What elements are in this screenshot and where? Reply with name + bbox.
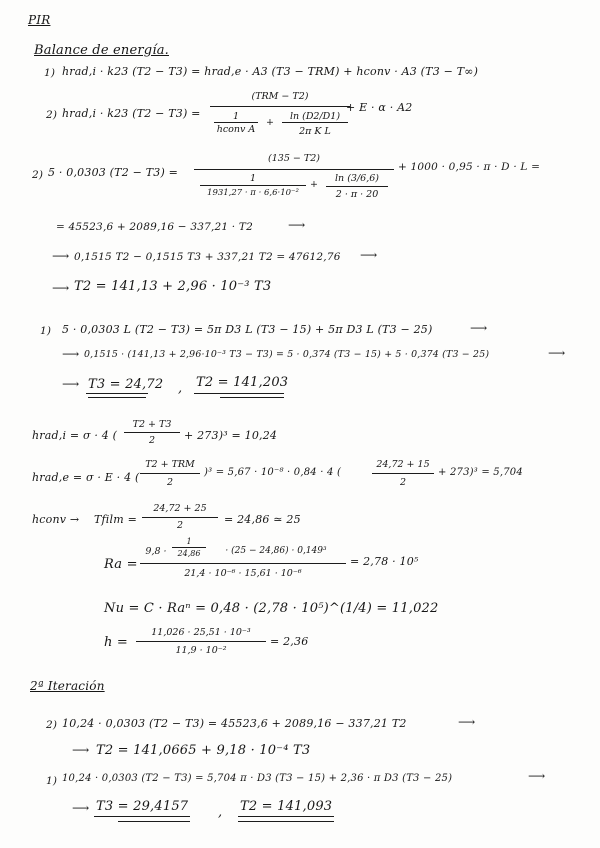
long-right-arrow-icon: ⟶	[62, 377, 80, 391]
hrade-frac2-bar	[372, 473, 434, 474]
long-right-arrow-icon: ⟶	[72, 801, 90, 815]
hconv-lhs: hconv →	[32, 513, 80, 526]
it2-eq2-label: 2)	[46, 719, 58, 731]
section-title-second-iteration: 2ª Iteración	[30, 679, 105, 693]
eq2-lhs: hrad,i · k23 (T2 − T3) =	[62, 107, 201, 120]
hradi-frac-bar	[124, 432, 180, 433]
eq4-label: 1)	[40, 325, 52, 337]
hradi-lhs: hrad,i = σ · 4 (	[32, 429, 118, 442]
long-right-arrow-icon: ⟶	[52, 249, 70, 263]
eq2-den2-num: ln (D2/D1)	[289, 111, 341, 122]
eq2-den2-bar	[282, 122, 348, 123]
tfilm-rhs: = 24,86 ≃ 25	[224, 513, 301, 526]
eq2-tail: + E · α · A2	[346, 101, 413, 114]
eq4-result-t2-underline-2	[220, 397, 284, 398]
it2-eq1-expression: 10,24 · 0,0303 (T2 − T3) = 5,704 π · D3 (T3 − 15) + 2,36 · π D3 (T3 − 25)	[62, 773, 453, 784]
eq3-den2-num: ln (3/6,6)	[335, 173, 379, 184]
long-right-arrow-icon: ⟶	[62, 347, 80, 361]
hrade-rhs: + 273)³ = 5,704	[438, 467, 523, 478]
ra-num-inner-den: 24,86	[177, 549, 201, 558]
it2-eq2-expression: 10,24 · 0,0303 (T2 − T3) = 45523,6 + 2089,16 − 337,21 T2	[62, 717, 407, 730]
page-tag: PIR	[28, 13, 51, 27]
ra-rhs: = 2,78 · 10⁵	[350, 555, 419, 568]
eq4-result-t2: T2 = 141,203	[196, 375, 289, 390]
eq3-den1-num: 1	[249, 173, 257, 184]
long-right-arrow-icon: ⟶	[548, 346, 566, 360]
ra-num-inner-num: 1	[186, 537, 192, 546]
eq4-result-t3-underline-2	[88, 397, 146, 398]
h-lhs: h =	[104, 635, 128, 650]
ra-den: 21,4 · 10⁻⁶ · 15,61 · 10⁻⁶	[184, 568, 302, 579]
eq3-step-3: T2 = 141,13 + 2,96 · 10⁻³ T3	[74, 279, 272, 294]
it2-final-t2-underline-2	[238, 821, 334, 822]
eq2-den2-den: 2π K L	[299, 126, 331, 137]
eq3-den1-den: 1931,27 · π · 6,6·10⁻²	[207, 188, 299, 198]
h-num: 11,026 · 25,51 · 10⁻³	[151, 627, 251, 638]
hrade-frac-bar	[140, 473, 200, 474]
eq2-den1-num: 1	[232, 111, 240, 122]
eq3-den2-den: 2 · π · 20	[335, 189, 379, 200]
long-right-arrow-icon: ⟶	[72, 743, 90, 757]
ra-num-b: · (25 − 24,86) · 0,149³	[225, 546, 327, 556]
eq2-numerator: (TRM − T2)	[251, 91, 309, 102]
eq2-main-fraction-bar	[210, 106, 350, 107]
h-bar	[136, 641, 266, 642]
eq4-substitution: 0,1515 · (141,13 + 2,96·10⁻³ T3 − T3) = 5 · 0,374 (T3 − 15) + 5 · 0,374 (T3 − 25)	[84, 349, 490, 360]
long-right-arrow-icon: ⟶	[52, 281, 70, 295]
hrade-frac2-den: 2	[399, 477, 407, 488]
section-title-energy-balance: Balance de energía.	[34, 43, 169, 58]
eq2-den-plus: +	[266, 117, 274, 128]
it2-final-t3: T3 = 29,4157	[96, 799, 189, 814]
ra-num-inner-bar	[172, 547, 206, 548]
eq2-den1-bar	[214, 122, 258, 123]
eq2-label: 2)	[46, 109, 58, 121]
it2-final-t2-underline	[238, 816, 334, 817]
it2-final-sep: ,	[218, 805, 223, 820]
hrade-mid: )³ = 5,67 · 10⁻⁸ · 0,84 · 4 (	[204, 467, 342, 478]
eq3-label: 2)	[32, 169, 44, 181]
eq1-expression: hrad,i · k23 (T2 − T3) = hrad,e · A3 (T3 − TRM) + hconv · A3 (T3 − T∞)	[62, 65, 479, 78]
eq4-expression: 5 · 0,0303 L (T2 − T3) = 5π D3 L (T3 − 15) + 5π D3 L (T3 − 25)	[62, 323, 433, 336]
hrade-frac-num: T2 + TRM	[145, 459, 195, 470]
hrade-frac-den: 2	[166, 477, 174, 488]
tfilm-label: Tfilm =	[94, 513, 137, 526]
long-right-arrow-icon: ⟶	[470, 321, 488, 335]
eq3-den2-bar	[326, 186, 388, 187]
eq4-result-t3: T3 = 24,72	[88, 377, 164, 392]
eq1-label: 1)	[44, 67, 56, 79]
eq4-result-t3-underline	[86, 393, 148, 394]
long-right-arrow-icon: ⟶	[288, 218, 306, 232]
eq3-tail: + 1000 · 0,95 · π · D · L =	[398, 161, 541, 173]
it2-final-t3-underline	[94, 816, 190, 817]
ra-lhs: Ra =	[104, 557, 138, 572]
hrade-lhs: hrad,e = σ · E · 4 (	[32, 471, 140, 484]
h-rhs: = 2,36	[270, 635, 309, 648]
tfilm-frac-bar	[142, 517, 218, 518]
eq3-step-1: = 45523,6 + 2089,16 − 337,21 · T2	[56, 221, 253, 233]
hradi-rhs: + 273)³ = 10,24	[184, 429, 278, 442]
it2-final-t3-underline-2	[118, 821, 190, 822]
eq2-den1-den: hconv A	[216, 124, 256, 135]
long-right-arrow-icon: ⟶	[528, 769, 546, 783]
eq4-result-sep: ,	[178, 381, 183, 396]
long-right-arrow-icon: ⟶	[360, 248, 378, 262]
tfilm-frac-num: 24,72 + 25	[153, 503, 207, 514]
eq4-result-t2-underline	[194, 393, 284, 394]
tfilm-frac-den: 2	[176, 520, 184, 531]
eq3-numerator: (135 − T2)	[268, 153, 320, 164]
ra-main-bar	[140, 563, 346, 564]
it2-final-t2: T2 = 141,093	[240, 799, 333, 814]
it2-eq1-label: 1)	[46, 775, 58, 787]
long-right-arrow-icon: ⟶	[458, 715, 476, 729]
hradi-frac-num: T2 + T3	[132, 419, 172, 430]
nu-expression: Nu = C · Raⁿ = 0,48 · (2,78 · 10⁵)^(1/4) = 11,022	[104, 601, 439, 616]
eq3-den-plus: +	[310, 179, 318, 190]
ra-num-a: 9,8 ·	[145, 546, 167, 557]
h-den: 11,9 · 10⁻²	[175, 645, 227, 656]
eq3-main-fraction-bar	[194, 169, 394, 170]
eq3-lhs: 5 · 0,0303 (T2 − T3) =	[48, 166, 179, 179]
eq3-den1-bar	[200, 185, 306, 186]
hrade-frac2-num: 24,72 + 15	[376, 459, 430, 470]
eq3-step-2: 0,1515 T2 − 0,1515 T3 + 337,21 T2 = 47612,76	[74, 251, 341, 263]
it2-result-t2: T2 = 141,0665 + 9,18 · 10⁻⁴ T3	[96, 743, 311, 758]
hradi-frac-den: 2	[148, 435, 156, 446]
